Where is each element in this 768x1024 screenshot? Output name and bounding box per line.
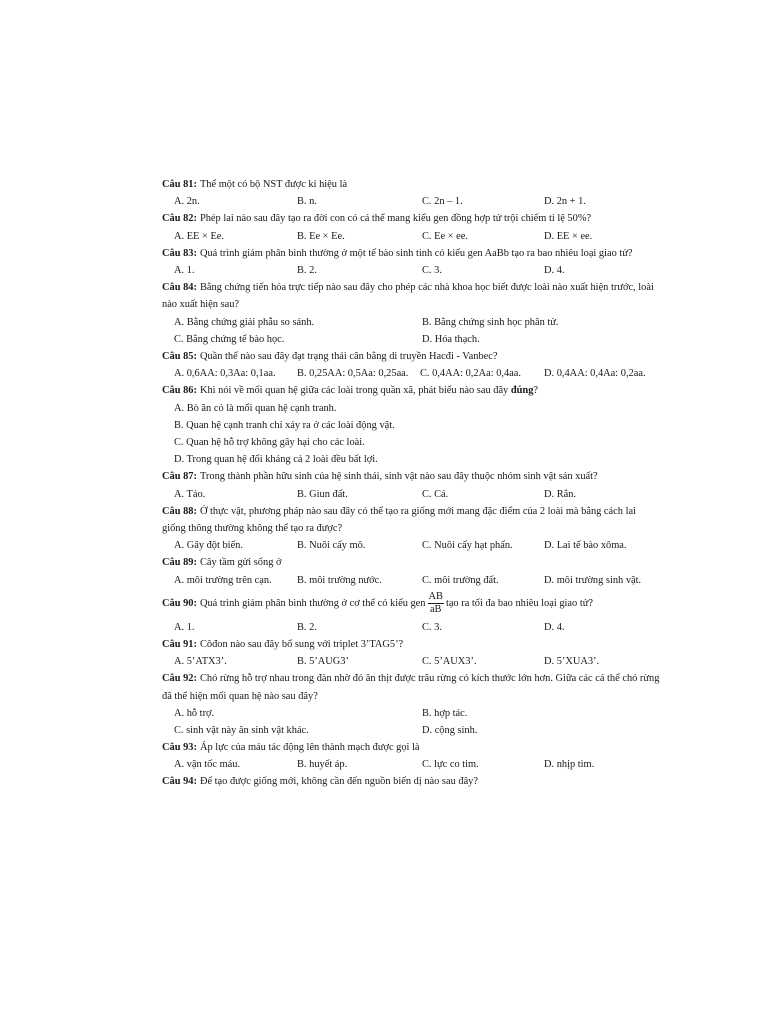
option-c: C. Bằng chứng tế bào học. [174,333,285,345]
options-row [162,572,662,589]
option-d: D. Hóa thạch. [422,333,480,345]
exam-document [162,176,662,791]
option-a: A. EE × Ee. [174,230,225,242]
option-b: B. 5’AUG3’ [297,656,349,668]
question-text: Khi nói về mối quan hệ giữa các loài trong quần xã, phát biểu nào sau đây [199,385,509,397]
question-text: Quần thể nào sau đây đạt trạng thái cân bằng di truyền Hacđi - Vanbec? [199,350,498,362]
option-d: D. Lai tế bào xôma. [544,540,627,552]
question-85 [162,348,662,365]
option-b: B. Bằng chứng sinh học phân tử. [422,316,559,328]
question-text: Bằng chứng tiến hóa trực tiếp nào sau đây cho phép các nhà khoa học biết được loài nào xuất hiện trước, loài nào xuất hiện sau? [162,282,654,311]
option-c: C. Quan hệ hỗ trợ không gây hại cho các loài. [174,436,365,448]
option-a: A. 2n. [174,196,200,208]
question-text: Trong thành phần hữu sinh của hệ sinh thái, sinh vật nào sau đây thuộc nhóm sinh vật sản xuất? [199,471,598,483]
question-number: Câu 93: [162,742,197,754]
question-86 [162,382,662,399]
question-text: Chó rừng hỗ trợ nhau trong đàn nhờ đó ăn thịt được trâu rừng có kích thước lớn hơn. Giữa các cá thể chó rừng đã thể hiện mối quan hệ nào sau đây? [162,673,660,702]
question-text-end: ? [533,385,539,397]
option-a: A. 1. [174,621,195,633]
question-87 [162,468,662,485]
option-b: B. Nuôi cấy mô. [297,540,366,552]
option-c: C. 2n – 1. [422,196,463,208]
option-b: B. Giun đất. [297,488,348,500]
question-number: Câu 82: [162,213,197,225]
question-90 [162,589,662,619]
question-91 [162,636,662,653]
question-number: Câu 86: [162,385,197,397]
options-row [162,619,662,636]
options-row [162,486,662,503]
option-a: A. 5’ATX3’. [174,656,227,668]
option-b: B. Ee × Ee. [297,230,345,242]
question-94 [162,773,662,790]
option-b: B. n. [297,196,317,208]
options-row [162,365,662,382]
options-row [162,314,662,331]
option-c: C. Cá. [422,488,449,500]
option-b: B. 0,25AA: 0,5Aa: 0,25aa. [297,368,409,380]
question-88 [162,503,662,537]
options-row [162,193,662,210]
question-81 [162,176,662,193]
option-d: D. môi trường sinh vật. [544,574,642,586]
option-a: A. Bò ăn cỏ là mối quan hệ cạnh tranh. [174,402,337,414]
option-c: C. Ee × ee. [422,230,468,242]
option-d: D. Trong quan hệ đối kháng cả 2 loài đều bất lợi. [174,454,378,466]
option-a: A. Gây đột biến. [174,540,243,552]
question-text: Côđon nào sau đây bổ sung với triplet 3’TAG5’? [199,638,404,650]
question-number: Câu 94: [162,776,197,788]
option-d: D. 5’XUA3’. [544,656,600,668]
question-number: Câu 85: [162,350,197,362]
options-row [162,722,662,739]
options-row [162,331,662,348]
question-82 [162,210,662,227]
question-89 [162,554,662,571]
options-row [162,262,662,279]
emphasis-word: đúng [510,385,534,397]
option-a: A. vận tốc máu. [174,759,241,771]
option-c: C. 5’AUX3’. [422,656,477,668]
option-d: D. 0,4AA: 0,4Aa: 0,2aa. [544,368,646,380]
question-text: Cây tầm gửi sống ở [199,557,282,569]
options-row [162,228,662,245]
question-number: Câu 90: [162,597,197,609]
question-83 [162,245,662,262]
question-number: Câu 87: [162,471,197,483]
option-a: A. 0,6AA: 0,3Aa: 0,1aa. [174,368,276,380]
question-number: Câu 83: [162,247,197,259]
option-d: D. EE × ee. [544,230,593,242]
option-d: D. 4. [544,264,565,276]
question-text: Thể một có bộ NST được kí hiệu là [199,179,348,190]
option-a: A. Tảo. [174,488,206,500]
option-b: B. 2. [297,264,317,276]
question-text: Quá trình giảm phân bình thường ở cơ thể có kiểu gen [199,597,426,609]
option-d: D. cộng sinh. [422,724,478,736]
question-text: Áp lực của máu tác động lên thành mạch được gọi là [199,742,420,754]
option-b: B. Quan hệ cạnh tranh chỉ xảy ra ở các loài động vật. [174,419,395,431]
option-d: D. 2n + 1. [544,196,586,208]
option-a: A. môi trường trên cạn. [174,574,272,586]
option-c: C. 3. [422,264,442,276]
question-text: Để tạo được giống mới, không cần đến nguồn biến dị nào sau đây? [199,776,478,788]
option-c: C. 3. [422,621,442,633]
question-text-end: tạo ra tối đa bao nhiêu loại giao tử? [445,597,593,609]
genotype-fraction [428,591,444,616]
option-a: A. hỗ trợ. [174,707,215,719]
option-d: D. nhịp tim. [544,759,595,771]
options-row [162,756,662,773]
option-b: B. môi trường nước. [297,574,382,586]
fraction-numerator: AB [428,590,443,602]
question-number: Câu 81: [162,179,197,190]
option-c: C. môi trường đất. [422,574,499,586]
option-c: C. Nuôi cấy hạt phấn. [422,540,513,552]
fraction-denominator: aB [429,603,442,615]
options-row [162,537,662,554]
option-b: B. huyết áp. [297,759,348,771]
option-a: A. 1. [174,264,195,276]
option-a: A. Bằng chứng giải phẫu so sánh. [174,316,315,328]
options-row [162,705,662,722]
options-row [162,653,662,670]
option-b: B. 2. [297,621,317,633]
option-d: D. 4. [544,621,565,633]
question-text: Quá trình giảm phân bình thường ở một tế bào sinh tinh có kiểu gen AaBb tạo ra bao nhiêu loại giao tử? [199,247,633,259]
question-92 [162,670,662,704]
option-d: D. Rắn. [544,488,577,500]
question-number: Câu 84: [162,282,197,294]
question-text: Phép lai nào sau đây tạo ra đời con có cá thể mang kiểu gen đồng hợp tử trội chiếm tỉ lệ 50%? [199,213,592,225]
option-c: C. 0,4AA: 0,2Aa: 0,4aa. [420,368,522,380]
option-b: B. hợp tác. [422,707,468,719]
question-number: Câu 92: [162,673,197,685]
option-c: C. lực co tim. [422,759,479,771]
question-84 [162,279,662,313]
option-c: C. sinh vật này ăn sinh vật khác. [174,724,309,736]
question-number: Câu 88: [162,505,197,517]
question-number: Câu 89: [162,557,197,569]
question-number: Câu 91: [162,638,197,650]
question-93 [162,739,662,756]
question-text: Ở thực vật, phương pháp nào sau đây có thể tạo ra giống mới mang đặc điểm của 2 loài mà bằng cách lai giống thông thường không thể tạo ra được? [162,505,636,534]
